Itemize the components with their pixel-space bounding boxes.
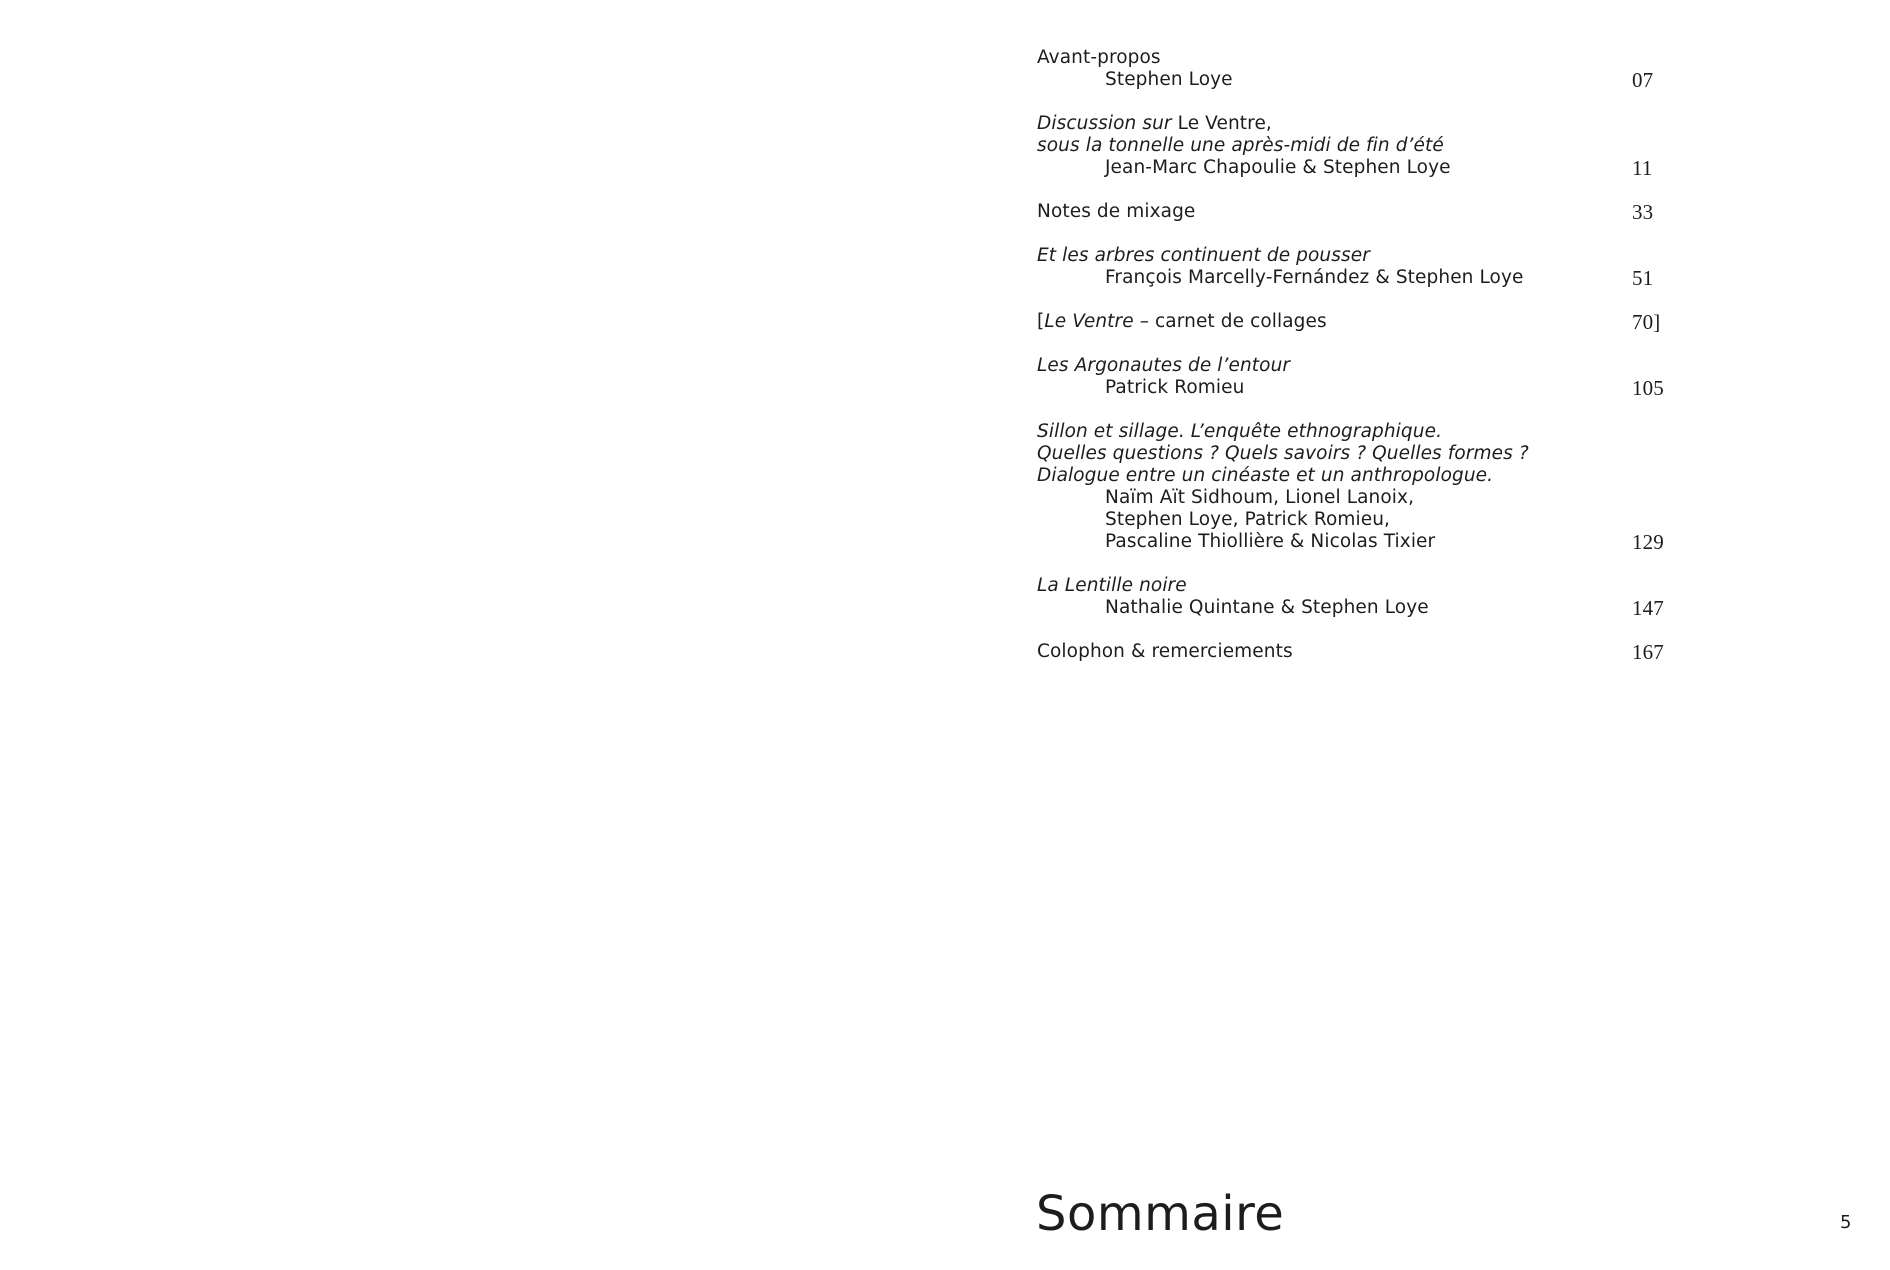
- toc-entry: [1037, 575, 1677, 619]
- entry-author: [1037, 157, 1677, 179]
- toc-entry: [1037, 201, 1677, 223]
- entry-title: Quelles questions ? Quels savoirs ? Quelles formes ?: [1037, 443, 1529, 464]
- entry-title: sous la tonnelle une après-midi de fin d’été: [1037, 135, 1444, 156]
- entry-author: [1037, 69, 1677, 91]
- entry-title: Avant-propos: [1037, 47, 1161, 68]
- author-name: Stephen Loye: [1105, 69, 1233, 90]
- title-part: Le Ventre,: [1177, 113, 1272, 134]
- page-number: 105: [1632, 376, 1664, 400]
- page-number: 147: [1632, 596, 1664, 620]
- entry-title: La Lentille noire: [1037, 575, 1187, 596]
- title-part: – carnet de collages: [1133, 311, 1327, 332]
- entry-author: [1037, 597, 1677, 619]
- page-number: 07: [1632, 68, 1654, 92]
- author-name: François Marcelly-Fernández & Stephen Loye: [1105, 267, 1524, 288]
- entry-title: [1037, 311, 1677, 333]
- toc-entry: [1037, 47, 1677, 91]
- author-name: Nathalie Quintane & Stephen Loye: [1105, 597, 1429, 618]
- author-name: Pascaline Thiollière & Nicolas Tixier: [1105, 531, 1436, 552]
- page-number: 70]: [1632, 310, 1661, 334]
- page-number: 33: [1632, 200, 1654, 224]
- title-part: [: [1037, 311, 1045, 332]
- page-number: 51: [1632, 266, 1654, 290]
- entry-title: [1037, 201, 1677, 223]
- entry-author: [1037, 531, 1677, 553]
- table-of-contents: [1037, 47, 1677, 685]
- entry-title: [1037, 641, 1677, 663]
- page-number: 129: [1632, 530, 1664, 554]
- folio-page-number: 5: [1840, 1212, 1852, 1233]
- entry-title: Et les arbres continuent de pousser: [1037, 245, 1370, 266]
- toc-entry: [1037, 113, 1677, 179]
- toc-entry: [1037, 311, 1677, 333]
- title-part: Colophon & remerciements: [1037, 641, 1293, 662]
- entry-author: Stephen Loye, Patrick Romieu,: [1105, 509, 1391, 530]
- entry-author: [1037, 267, 1677, 289]
- entry-author: Naïm Aït Sidhoum, Lionel Lanoix,: [1105, 487, 1415, 508]
- entry-title: Sillon et sillage. L’enquête ethnographique.: [1037, 421, 1443, 442]
- page-title: Sommaire: [1036, 1186, 1285, 1242]
- author-name: Jean-Marc Chapoulie & Stephen Loye: [1105, 157, 1451, 178]
- toc-entry: [1037, 245, 1677, 289]
- title-part: Discussion sur: [1037, 113, 1178, 134]
- entry-title: Les Argonautes de l’entour: [1037, 355, 1291, 376]
- entry-author: [1037, 377, 1677, 399]
- page-number: 167: [1632, 640, 1664, 664]
- page-number: 11: [1632, 156, 1653, 180]
- entry-title: Dialogue entre un cinéaste et un anthropologue.: [1037, 465, 1494, 486]
- title-part: Le Ventre: [1044, 311, 1134, 332]
- toc-entry: [1037, 641, 1677, 663]
- toc-entry: [1037, 421, 1677, 553]
- author-name: Patrick Romieu: [1105, 377, 1245, 398]
- title-part: Notes de mixage: [1037, 201, 1196, 222]
- entry-title: [1037, 113, 1677, 135]
- toc-entry: [1037, 355, 1677, 399]
